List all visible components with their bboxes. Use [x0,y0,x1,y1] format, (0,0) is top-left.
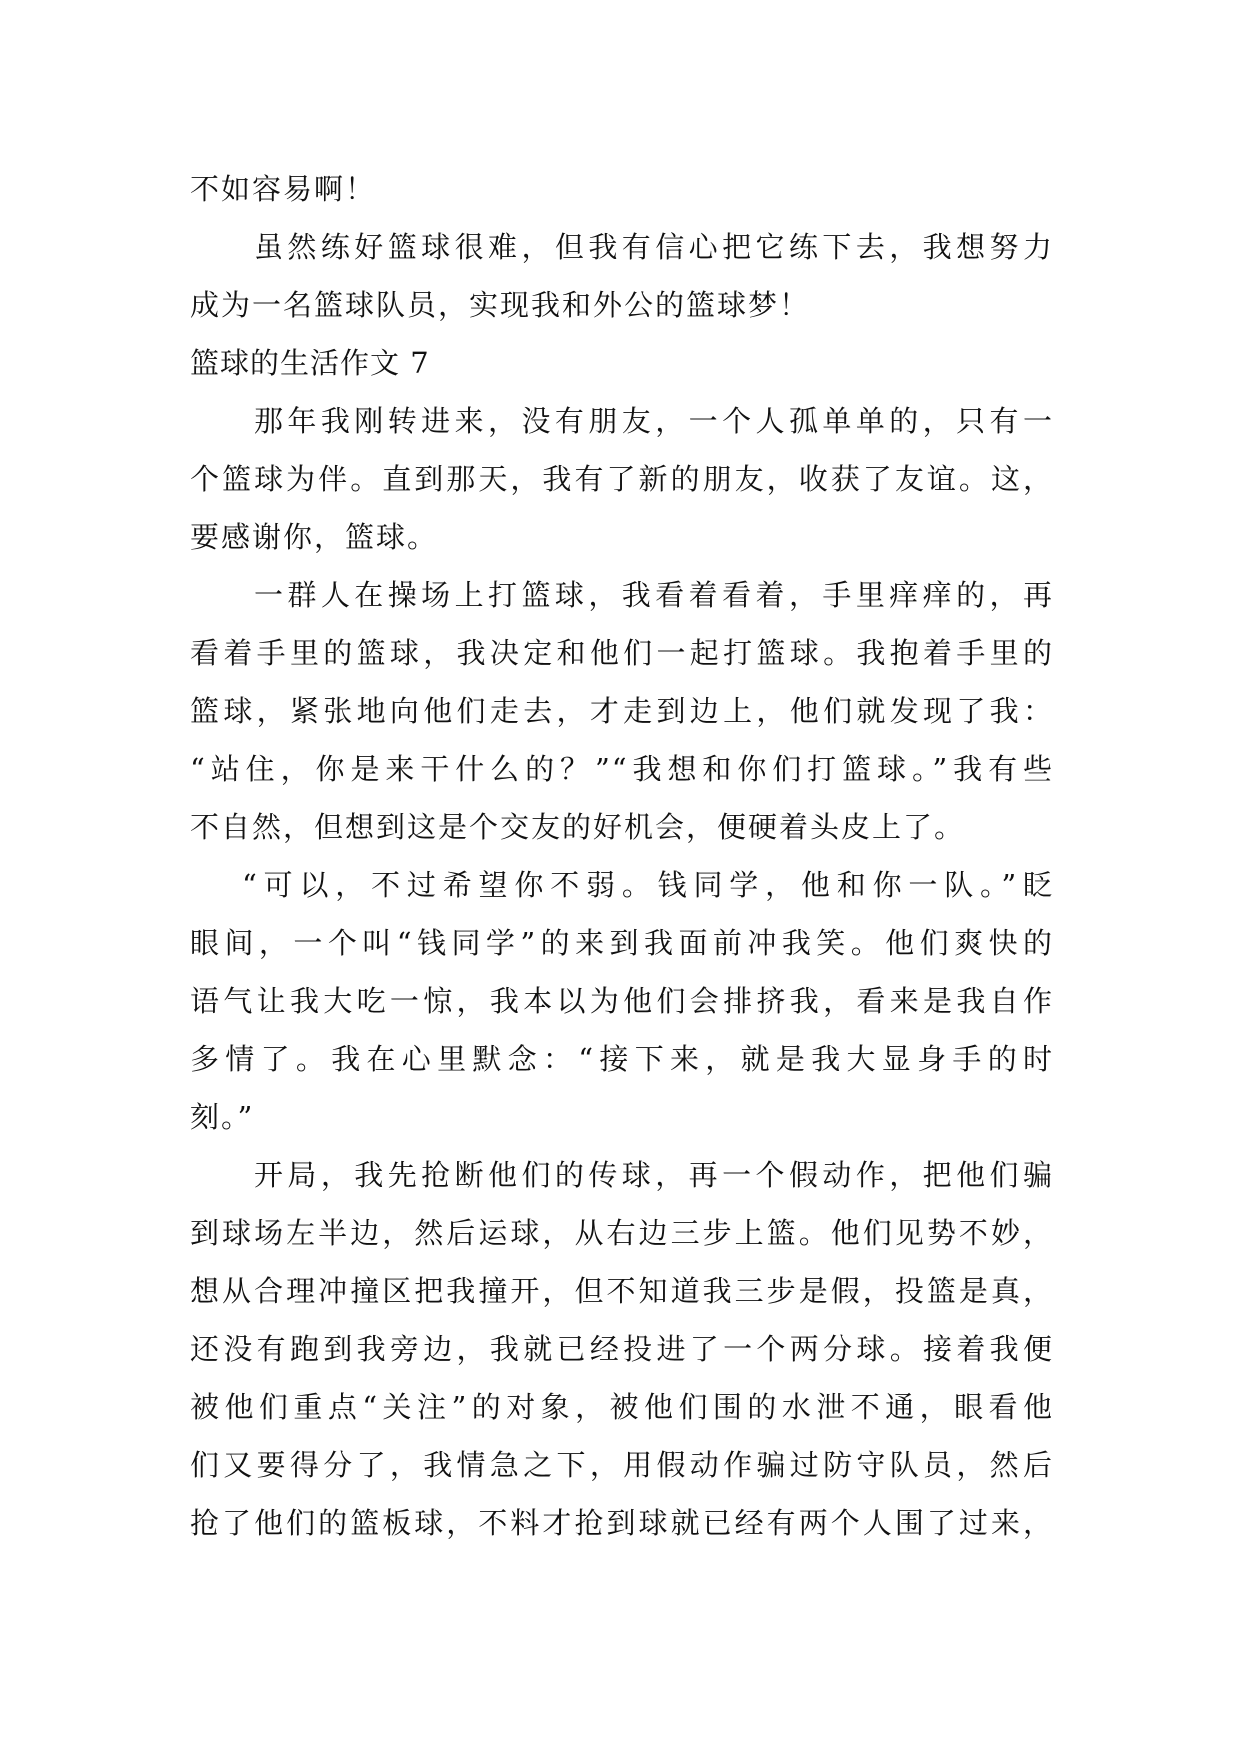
paragraph-line: 想从合理冲撞区把我撞开，但不知道我三步是假，投篮是真， [190,1274,1054,1308]
paragraph-line: 多情了。我在心里默念：“接下来，就是我大显身手的时 [190,1042,1054,1076]
paragraph-line: 到球场左半边，然后运球，从右边三步上篮。他们见势不妙， [190,1216,1054,1250]
paragraph-line: 虽然练好篮球很难，但我有信心把它练下去，我想努力 [254,230,1054,264]
paragraph-line: 语气让我大吃一惊，我本以为他们会排挤我，看来是我自作 [190,984,1054,1018]
paragraph-line: 抢了他们的篮板球，不料才抢到球就已经有两个人围了过来， [190,1506,1054,1540]
paragraph-line: 还没有跑到我旁边，我就已经投进了一个两分球。接着我便 [190,1332,1054,1366]
paragraph-line: 刻。” [190,1100,255,1134]
paragraph-line: 不如容易啊！ [190,172,377,206]
paragraph-line: 成为一名篮球队员，实现我和外公的篮球梦！ [190,288,811,322]
essay-body [190,160,1054,1552]
paragraph-line: 们又要得分了，我情急之下，用假动作骗过防守队员，然后 [190,1448,1054,1482]
paragraph-line: “可以，不过希望你不弱。钱同学，他和你一队。”眨 [242,868,1054,902]
paragraph-line: 眼间，一个叫“钱同学”的来到我面前冲我笑。他们爽快的 [190,926,1054,960]
paragraph-line: 看着手里的篮球，我决定和他们一起打篮球。我抱着手里的 [190,636,1054,670]
paragraph-line: 个篮球为伴。直到那天，我有了新的朋友，收获了友谊。这， [190,462,1054,496]
paragraph-line: 开局，我先抢断他们的传球，再一个假动作，把他们骗 [254,1158,1054,1192]
paragraph-line: 要感谢你，篮球。 [190,520,439,554]
paragraph-line: 一群人在操场上打篮球，我看着看着，手里痒痒的，再 [254,578,1054,612]
paragraph-line: 篮球，紧张地向他们走去，才走到边上，他们就发现了我： [190,694,1054,728]
paragraph-line: “站住，你是来干什么的？”“我想和你们打篮球。”我有些 [190,752,1054,786]
section-heading: 篮球的生活作文 7 [190,346,430,380]
paragraph-line: 被他们重点“关注”的对象，被他们围的水泄不通，眼看他 [190,1390,1054,1424]
paragraph-line: 不自然，但想到这是个交友的好机会，便硬着头皮上了。 [190,810,966,844]
paragraph-line: 那年我刚转进来，没有朋友，一个人孤单单的，只有一 [254,404,1054,438]
